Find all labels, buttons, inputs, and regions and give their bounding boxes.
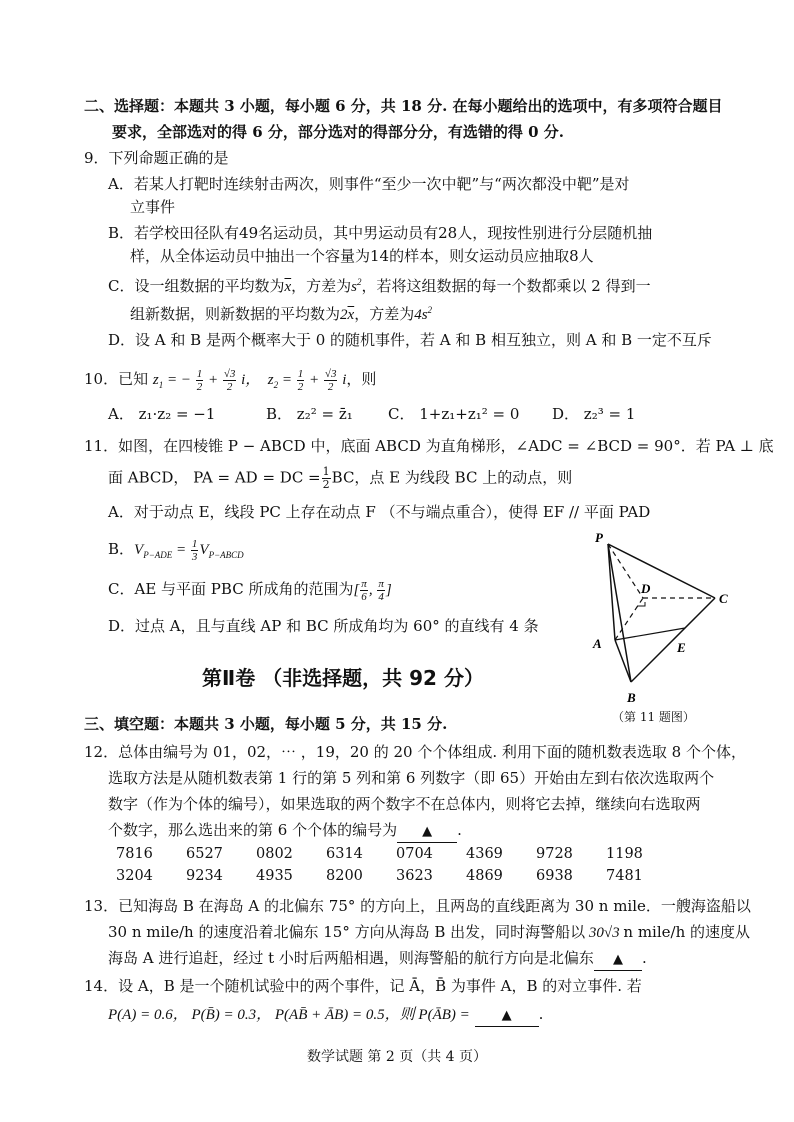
q9-option-a-line2: 立事件 xyxy=(130,198,176,216)
edge-ad xyxy=(615,598,643,640)
label-p: P xyxy=(595,530,603,545)
q12-line2: 选取方法是从随机数表第 1 行的第 5 列和第 6 列数字（即 65）开始由左到右依次选取两个 xyxy=(108,769,715,787)
edge-pc xyxy=(608,544,715,598)
q13-line2-b: n mile/h 的速度从 xyxy=(623,923,750,941)
edge-pa xyxy=(608,544,615,640)
q13-answer-blank[interactable] xyxy=(594,948,642,971)
q10-option-d: D． z₂³ = 1 xyxy=(552,405,636,423)
q10-stem-a: 10．已知 xyxy=(84,369,149,388)
table-cell: 1198 xyxy=(606,846,643,862)
random-table-row-2 xyxy=(116,868,676,884)
table-cell: 6527 xyxy=(186,846,223,862)
q9-c2-variance: $4s^2$ xyxy=(414,305,433,323)
q11-line2 xyxy=(108,466,572,491)
section2-heading-line2: 要求，全部选对的得 6 分，部分选对的得部分分，有选错的得 0 分. xyxy=(112,123,564,141)
q13-line2 xyxy=(108,922,750,943)
table-cell: 7481 xyxy=(606,868,643,884)
q9-c-mean: $\overline{x}$ xyxy=(284,279,292,295)
q9-c2-text-b: ，方差为 xyxy=(354,305,415,323)
q10-option-b: B． z₂² = z̄₁ xyxy=(266,405,353,423)
q11-b-prefix: B． xyxy=(108,539,135,558)
table-cell: 4869 xyxy=(466,868,503,884)
q9-option-d: D．设 A 和 B 是两个概率大于 0 的随机事件，若 A 和 B 相互独立，则 A 和 B 一定不互斥 xyxy=(108,331,712,349)
q9-c2-text-a: 组新数据，则新数据的平均数为 xyxy=(130,305,341,323)
table-cell: 4369 xyxy=(466,846,503,862)
q11-option-a: A．对于动点 E，线段 PC 上存在动点 F （不与端点重合），使得 EF // 平面 PAD xyxy=(108,503,651,521)
q12-line4: 个数字，那么选出来的第 6 个个体的编号为 ▲ . xyxy=(108,820,462,843)
table-cell: 6314 xyxy=(326,846,363,862)
q13-line3-text: 海岛 A 进行追赶，经过 t 小时后两船相遇，则海警船的航行方向是北偏东 xyxy=(108,949,594,967)
q13-line1: 13．已知海岛 B 在海岛 A 的北偏东 75° 的方向上，且两岛的直线距离为 30 n mile．一艘海盗船以 xyxy=(84,897,751,915)
table-cell: 6938 xyxy=(536,868,573,884)
part2-title: 第Ⅱ卷 （非选择题，共 92 分） xyxy=(202,666,484,690)
q12-line4-text: 个数字，那么选出来的第 6 个个体的编号为 xyxy=(108,821,398,839)
q11-line2-a: 面 ABCD， PA = AD = DC = xyxy=(108,468,321,487)
q11-option-d: D．过点 A，且与直线 AP 和 BC 所成角均为 60° 的直线有 4 条 xyxy=(108,617,539,635)
q10-option-c: C． 1+z₁+z₁² = 0 xyxy=(388,405,520,423)
q11-line1: 11．如图，在四棱锥 P − ABCD 中，底面 ABCD 为直角梯形，∠ADC = ∠BCD = 90°．若 PA ⊥ 底 xyxy=(84,437,774,455)
q11-b-formula: $V_{P-ADE}$ = $\frac{1}{3}$ $V_{P-ABCD}$ xyxy=(134,538,244,563)
q9-c-text-c: ，若将这组数据的每一个数都乘以 2 得到一 xyxy=(361,277,651,295)
label-e: E xyxy=(677,640,686,655)
q11-c-range: [ $\frac{\pi}{6}$ , $\frac{\pi}{4}$ ] xyxy=(353,578,392,603)
q11-option-c xyxy=(108,578,392,603)
table-cell: 4935 xyxy=(256,868,293,884)
table-cell: 9234 xyxy=(186,868,223,884)
q14-line2: P(A) = 0.6， P(B̄) = 0.3， P(AB̄ + ĀB) = 0.5，则 P(ĀB) = ▲ . xyxy=(108,1004,543,1027)
q14-line2-text: P(A) = 0.6， P(B̄) = 0.3， P(AB̄ + ĀB) = 0.5，则 P(ĀB) = xyxy=(108,1007,470,1023)
random-table-row-1 xyxy=(116,846,676,862)
q9-option-c-line1 xyxy=(108,272,651,297)
label-a: A xyxy=(593,636,602,651)
q9-c2-mean: $2\overline{x}$ xyxy=(340,307,355,323)
label-c: C xyxy=(719,591,728,606)
q9-c-variance: $s^2$ xyxy=(351,277,362,295)
q10-z1-expression: $z_1$ = − $\frac{1}{2}$ + $\frac{√3}{2}$ i， $z_2$ = $\frac{1}{2}$ + $\frac{√3}{2}$ i xyxy=(152,368,347,393)
answer-mark: ▲ xyxy=(612,952,623,967)
table-cell: 3623 xyxy=(396,868,433,884)
page-footer: 数学试题 第 2 页（共 4 页） xyxy=(306,1049,488,1065)
q12-line1: 12．总体由编号为 01，02，⋯ ，19，20 的 20 个个体组成. 利用下面的随机数表选取 8 个个体， xyxy=(84,743,746,761)
section3-heading: 三、填空题：本题共 3 小题，每小题 5 分，共 15 分. xyxy=(84,715,448,733)
q14-answer-blank[interactable] xyxy=(475,1004,539,1027)
q9-stem: 9．下列命题正确的是 xyxy=(84,149,229,167)
table-cell: 0704 xyxy=(396,846,433,862)
table-cell: 8200 xyxy=(326,868,363,884)
q9-option-c-line2 xyxy=(130,300,432,325)
q10-stem-b: ，则 xyxy=(346,369,377,388)
q13-line2-a: 30 n mile/h 的速度沿着北偏东 15° 方向从海岛 B 出发，同时海警船以 xyxy=(108,923,586,941)
answer-mark: ▲ xyxy=(422,824,433,839)
q10-option-a: A． z₁·z₂ = −1 xyxy=(108,405,216,423)
q13-line3: 海岛 A 进行追赶，经过 t 小时后两船相遇，则海警船的航行方向是北偏东 ▲ . xyxy=(108,948,647,971)
q11-c-prefix: C． xyxy=(108,579,135,598)
table-cell: 3204 xyxy=(116,868,153,884)
q12-line3: 数字（作为个体的编号），如果选取的两个数字不在总体内，则将它去掉，继续向右选取两 xyxy=(108,795,701,813)
q9-option-b-line1: B．若学校田径队有49名运动员，其中男运动员有28人，现按性别进行分层随机抽 xyxy=(108,224,653,242)
q13-speed-expression: 30√3 xyxy=(585,925,624,941)
table-cell: 7816 xyxy=(116,846,153,862)
q10-stem xyxy=(84,368,376,395)
q11-c-text: AE 与平面 PBC 所成角的范围为 xyxy=(134,579,354,598)
label-d: D xyxy=(641,581,651,596)
table-cell: 0802 xyxy=(256,846,293,862)
q9-c-text-a: C．设一组数据的平均数为 xyxy=(108,277,285,295)
table-cell: 9728 xyxy=(536,846,573,862)
q9-option-b-line2: 样，从全体运动员中抽出一个容量为14的样本，则女运动员应抽取8人 xyxy=(130,247,594,265)
figure-caption: （第 11 题图） xyxy=(612,710,695,724)
label-b: B xyxy=(627,690,636,705)
answer-mark: ▲ xyxy=(501,1008,512,1023)
q11-option-b xyxy=(108,538,244,565)
q9-c-text-b: ，方差为 xyxy=(291,277,352,295)
section2-heading-line1: 二、选择题：本题共 3 小题，每小题 6 分，共 18 分. 在每小题给出的选项中，有多项符合题目 xyxy=(84,97,723,115)
q11-line2-b: BC，点 E 为线段 BC 上的动点，则 xyxy=(331,468,573,487)
right-angle-mark xyxy=(637,602,645,606)
q12-answer-blank[interactable] xyxy=(397,820,457,843)
q11-half-fraction: $\frac{1}{2}$ xyxy=(322,465,330,491)
q14-line1: 14．设 A，B 是一个随机试验中的两个事件，记 Ā，B̄ 为事件 A，B 的对立事件. 若 xyxy=(84,977,642,995)
q9-option-a-line1: A．若某人打靶时连续射击两次，则事件“至少一次中靶”与“两次都没中靶”是对 xyxy=(108,175,630,193)
